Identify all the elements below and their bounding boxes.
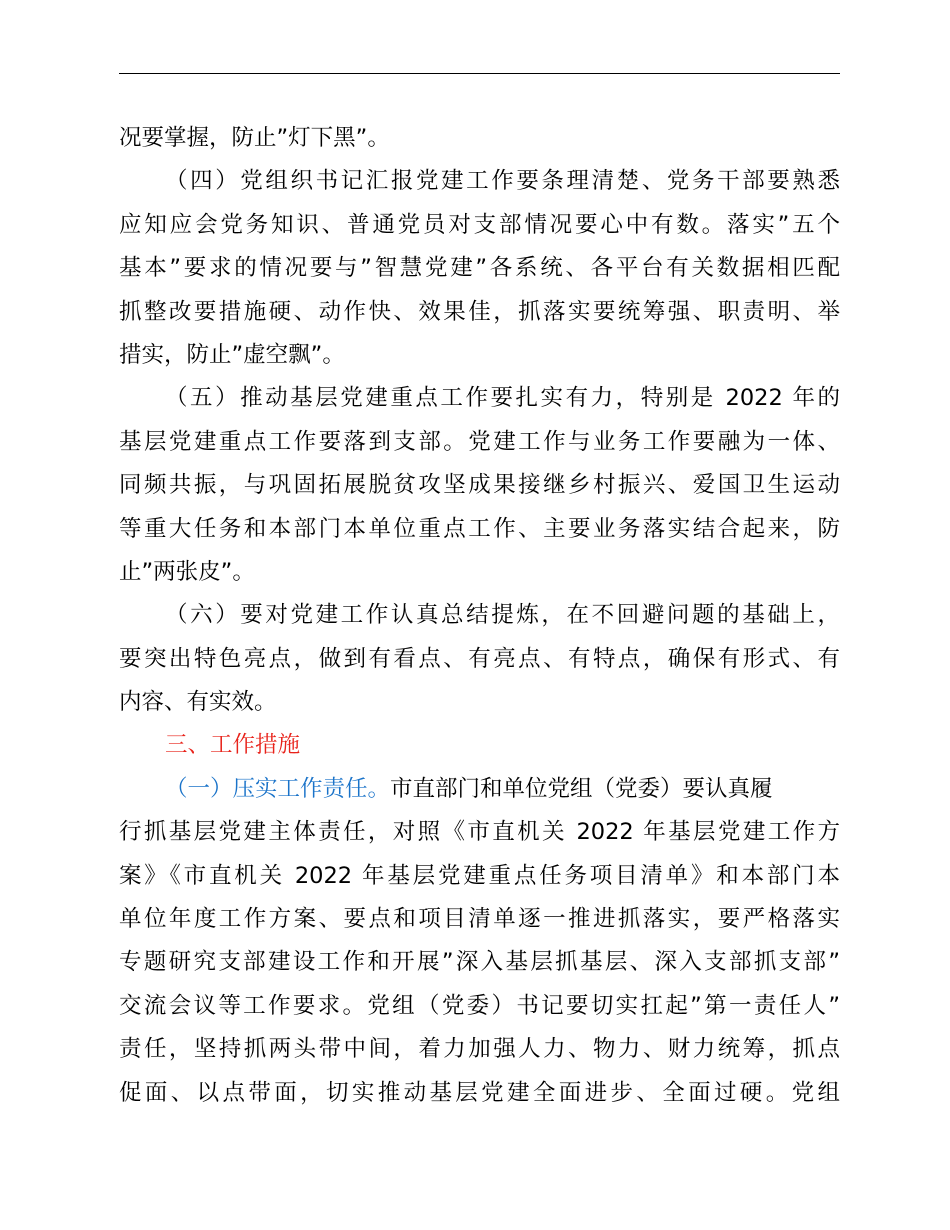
text-line: 案》《市直机关 2022 年基层党建重点任务项目清单》和本部门本 xyxy=(119,862,840,889)
text-line: 措实，防止”虚空飘”。 xyxy=(119,341,345,368)
header-rule xyxy=(119,73,840,74)
text-line: 行抓基层党建主体责任，对照《市直机关 2022 年基层党建工作方 xyxy=(119,819,840,846)
text-line: 抓整改要措施硬、动作快、效果佳，抓落实要统筹强、职责明、举 xyxy=(119,298,840,325)
document-body xyxy=(119,117,840,1115)
text-line xyxy=(119,768,840,811)
text-line: 专题研究支部建设工作和开展”深入基层抓基层、深入支部抓支部” xyxy=(119,949,840,976)
text-line: 促面、以点带面，切实推动基层党建全面进步、全面过硬。党组 xyxy=(119,1079,840,1106)
text-line: 等重大任务和本部门本单位重点工作、主要业务落实结合起来，防 xyxy=(119,515,840,542)
text-line: 基层党建重点工作要落到支部。党建工作与业务工作要融为一体、 xyxy=(119,428,840,455)
section-heading: 三、工作措施 xyxy=(165,732,301,759)
text-line: 单位年度工作方案、要点和项目清单逐一推进抓落实，要严格落实 xyxy=(119,906,840,933)
text-line: （五）推动基层党建重点工作要扎实有力，特别是 2022 年的 xyxy=(165,385,840,412)
text-line: 责任，坚持抓两头带中间，着力加强人力、物力、财力统筹，抓点 xyxy=(119,1036,840,1063)
subsection-heading: （一）压实工作责任。 xyxy=(165,775,391,802)
text-line: 内容、有实效。 xyxy=(119,689,277,716)
text-line: （六）要对党建工作认真总结提炼，在不回避问题的基础上， xyxy=(165,602,840,629)
text-line: （四）党组织书记汇报党建工作要条理清楚、党务干部要熟悉 xyxy=(165,168,840,195)
text-line: 止”两张皮”。 xyxy=(119,558,255,585)
text-run: 市直部门和单位党组（党委）要认真履 xyxy=(390,775,773,802)
text-line: 同频共振，与巩固拓展脱贫攻坚成果接继乡村振兴、爱国卫生运动 xyxy=(119,472,840,499)
text-line: 应知应会党务知识、普通党员对支部情况要心中有数。落实”五个 xyxy=(119,211,840,238)
text-line: 基本”要求的情况要与”智慧党建”各系统、各平台有关数据相匹配 xyxy=(119,255,840,282)
text-line: 况要掌握，防止”灯下黑”。 xyxy=(119,125,390,151)
text-line: 交流会议等工作要求。党组（党委）书记要切实扛起”第一责任人” xyxy=(119,992,840,1019)
text-line: 要突出特色亮点，做到有看点、有亮点、有特点，确保有形式、有 xyxy=(119,645,840,672)
